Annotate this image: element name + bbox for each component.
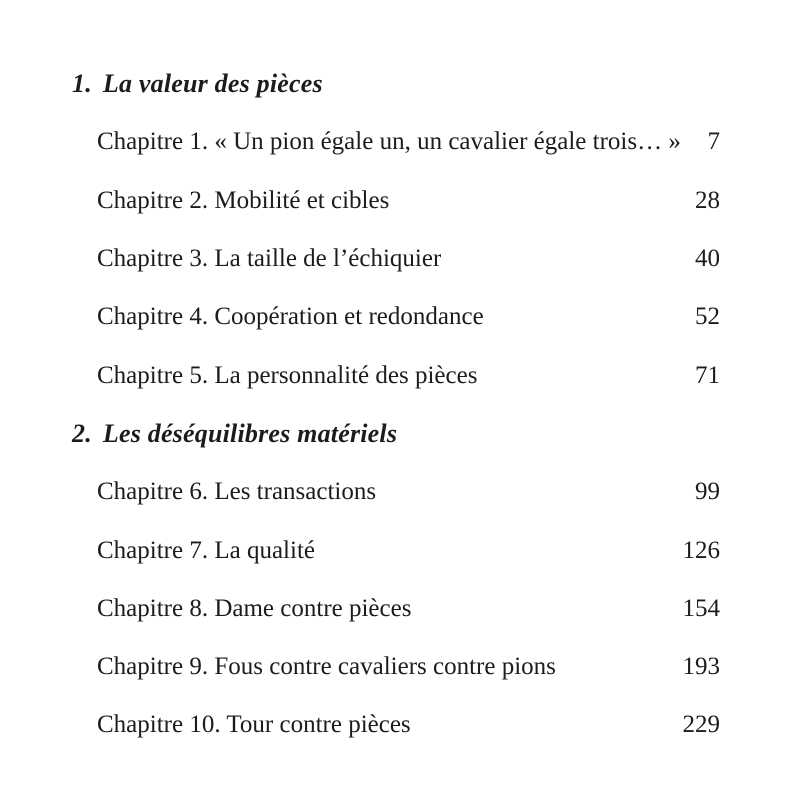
chapter-label: Chapitre 8. Dame contre pièces xyxy=(97,594,412,622)
page-number: 28 xyxy=(695,186,720,214)
page-number: 126 xyxy=(682,536,720,564)
chapter-label: Chapitre 7. La qualité xyxy=(97,536,315,564)
toc-entry-chapter-7 xyxy=(0,521,800,579)
chapter-label: Chapitre 5. La personnalité des pièces xyxy=(97,361,478,389)
chapter-label: Chapitre 6. Les transactions xyxy=(97,478,377,506)
part-number: 2. xyxy=(72,418,92,448)
toc-entry-chapter-5 xyxy=(0,346,800,404)
chapter-label: Chapitre 3. La taille de l’échiquier xyxy=(97,245,442,273)
toc-entry-chapter-3 xyxy=(0,230,800,288)
part-number: 1. xyxy=(72,69,92,99)
page-number: 229 xyxy=(682,711,720,739)
toc-entry-chapter-8 xyxy=(0,580,800,638)
chapter-label: Chapitre 4. Coopération et redondance xyxy=(97,303,484,331)
page-number: 71 xyxy=(695,361,720,389)
toc-entry-chapter-6 xyxy=(0,463,800,521)
chapter-label: Chapitre 1. « Un pion égale un, un cavalier égale trois… » xyxy=(97,128,681,156)
page-number: 7 xyxy=(707,128,720,156)
part-title: La valeur des pièces xyxy=(102,69,323,99)
toc-entry-chapter-4 xyxy=(0,288,800,346)
chapter-label: Chapitre 9. Fous contre cavaliers contre pions xyxy=(97,653,556,681)
part-title: Les déséquilibres matériels xyxy=(102,418,398,448)
page-number: 99 xyxy=(695,478,720,506)
chapter-label: Chapitre 2. Mobilité et cibles xyxy=(97,186,390,214)
toc-entry-chapter-10 xyxy=(0,696,800,754)
toc-entry-chapter-2 xyxy=(0,172,800,230)
part-heading-1 xyxy=(0,55,800,113)
page-number: 193 xyxy=(682,653,720,681)
toc-entry-chapter-9 xyxy=(0,638,800,696)
toc-entry-chapter-1 xyxy=(0,113,800,171)
page-number: 154 xyxy=(682,594,720,622)
page-number: 40 xyxy=(695,245,720,273)
part-heading-2 xyxy=(0,405,800,463)
chapter-label: Chapitre 10. Tour contre pièces xyxy=(97,711,411,739)
page-number: 52 xyxy=(695,303,720,331)
